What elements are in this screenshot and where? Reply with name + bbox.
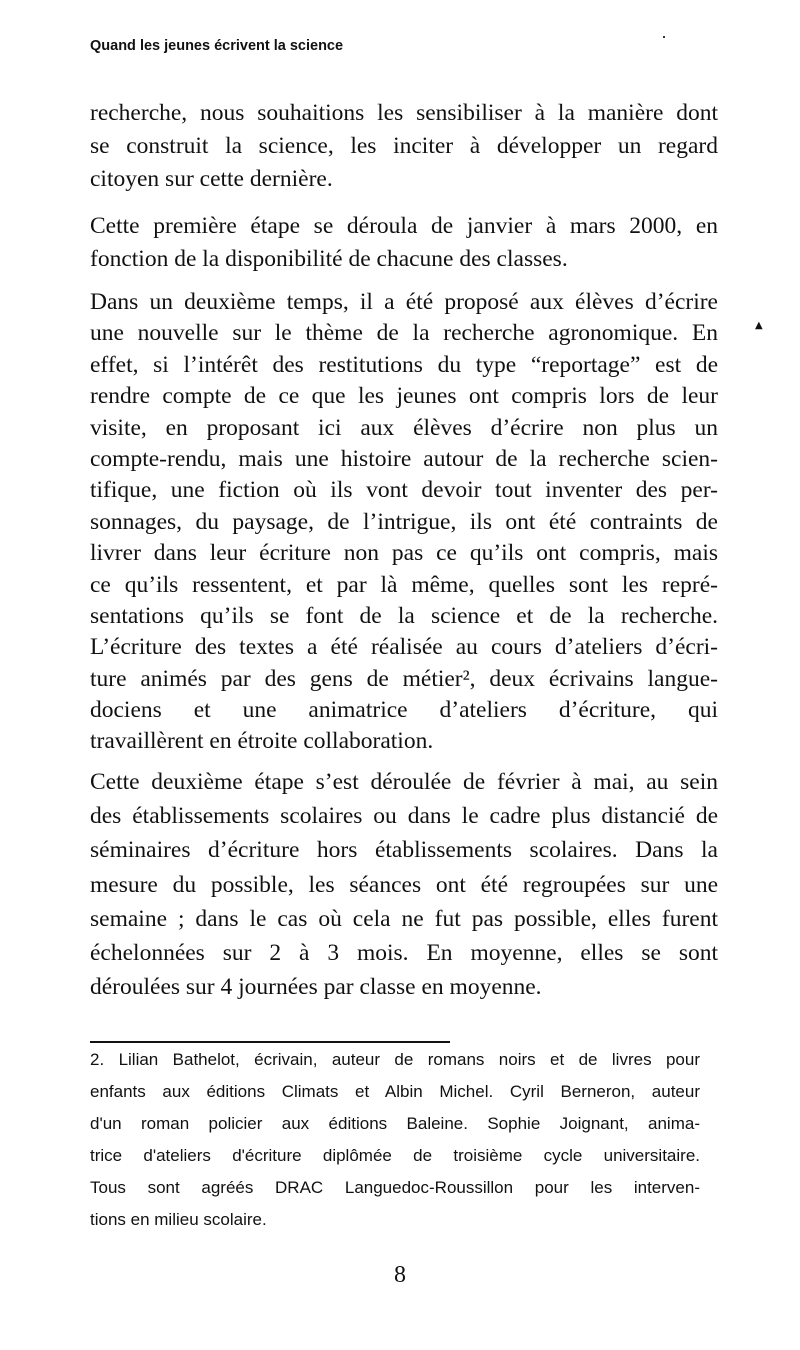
text-line: déroulées sur 4 journées par classe en moyenne. bbox=[90, 974, 542, 1001]
text-line: échelonnées sur 2 à 3 mois. En moyenne, elles se sont bbox=[90, 939, 718, 966]
paragraph-4 bbox=[90, 769, 718, 1008]
text-line: Tous sont agréés DRAC Languedoc-Roussillon pour les interven- bbox=[90, 1178, 700, 1197]
text-line: citoyen sur cette dernière. bbox=[90, 166, 333, 192]
text-line: mesure du possible, les séances ont été regroupées sur une bbox=[90, 871, 718, 898]
text-line: sentations qu’ils se font de la science et de la recherche. bbox=[90, 602, 718, 629]
page-number: 8 bbox=[394, 1262, 406, 1288]
paragraph-3 bbox=[90, 289, 718, 760]
text-line: enfants aux éditions Climats et Albin Michel. Cyril Berneron, auteur bbox=[90, 1082, 700, 1101]
text-line: une nouvelle sur le thème de la recherche agronomique. En bbox=[90, 320, 718, 347]
text-line: fonction de la disponibilité de chacune des classes. bbox=[90, 246, 568, 272]
margin-mark: ▲ bbox=[755, 320, 763, 331]
text-line: des établissements scolaires ou dans le cadre plus distancié de bbox=[90, 803, 718, 830]
text-line: séminaires d’écriture hors établissements scolaires. Dans la bbox=[90, 837, 718, 864]
text-line: compte-rendu, mais une histoire autour de la recherche scien- bbox=[90, 445, 718, 472]
text-line: d'un roman policier aux éditions Baleine. Sophie Joignant, anima- bbox=[90, 1114, 700, 1133]
text-line: effet, si l’intérêt des restitutions du type “reportage” est de bbox=[90, 351, 718, 378]
text-line: 2. Lilian Bathelot, écrivain, auteur de romans noirs et de livres pour bbox=[90, 1050, 700, 1069]
text-line: ture animés par des gens de métier², deux écrivains langue- bbox=[90, 665, 718, 692]
text-line: semaine ; dans le cas où cela ne fut pas possible, elles furent bbox=[90, 905, 718, 932]
footnote-rule bbox=[90, 1041, 450, 1043]
text-line: Cette première étape se déroula de janvier à mars 2000, en bbox=[90, 213, 718, 239]
text-line: tions en milieu scolaire. bbox=[90, 1210, 267, 1229]
text-line: visite, en proposant ici aux élèves d’écrire non plus un bbox=[90, 414, 718, 441]
text-line: L’écriture des textes a été réalisée au cours d’ateliers d’écri- bbox=[90, 634, 718, 661]
text-line: ce qu’ils ressentent, et par là même, quelles sont les repré- bbox=[90, 571, 718, 598]
footnote bbox=[90, 1050, 700, 1242]
text-line: tifique, une fiction où ils vont devoir tout inventer des per- bbox=[90, 477, 718, 504]
text-line: Dans un deuxième temps, il a été proposé aux élèves d’écrire bbox=[90, 289, 718, 315]
text-line: travaillèrent en étroite collaboration. bbox=[90, 728, 434, 755]
text-line: recherche, nous souhaitions les sensibiliser à la manière dont bbox=[90, 100, 718, 126]
text-line: se construit la science, les inciter à développer un regard bbox=[90, 133, 718, 159]
text-line: rendre compte de ce que les jeunes ont compris lors de leur bbox=[90, 383, 718, 410]
paragraph-1 bbox=[90, 100, 718, 199]
paragraph-2 bbox=[90, 213, 718, 279]
text-line: Cette deuxième étape s’est déroulée de février à mai, au sein bbox=[90, 769, 718, 795]
scan-speck bbox=[663, 36, 665, 38]
text-line: sonnages, du paysage, de l’intrigue, ils ont été contraints de bbox=[90, 508, 718, 535]
text-line: livrer dans leur écriture non pas ce qu’ils ont compris, mais bbox=[90, 540, 718, 567]
text-line: trice d'ateliers d'écriture diplômée de troisième cycle universitaire. bbox=[90, 1146, 700, 1165]
running-header: Quand les jeunes écrivent la science bbox=[90, 38, 344, 54]
text-line: dociens et une animatrice d’ateliers d’écriture, qui bbox=[90, 697, 718, 724]
